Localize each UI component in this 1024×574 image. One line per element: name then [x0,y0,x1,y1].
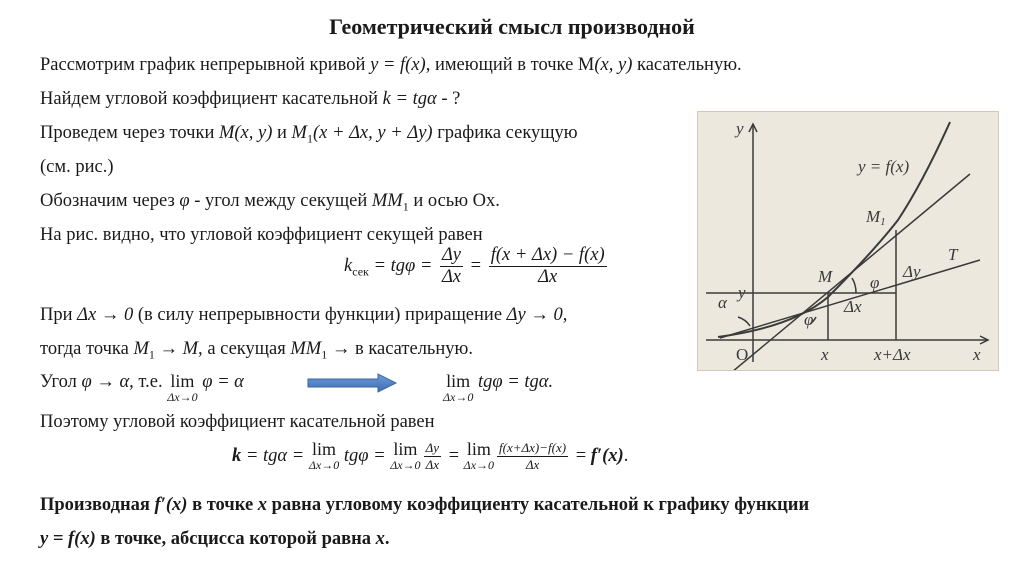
formula: f′(x) [154,495,188,515]
formula: = tgφ = [368,255,437,276]
y-axis-label: y [736,119,744,138]
limit-tangent [443,372,553,403]
alpha-arc [738,317,750,326]
formula: k [344,255,353,276]
limit: lim Δx→0 [308,439,340,472]
text-line-3 [40,123,578,147]
formula: k [232,445,242,466]
text-line-11: Поэтому угловой коэффициент касательной равен [40,412,435,432]
formula: φ = α [197,372,244,392]
formula: tgφ = tgα. [473,372,554,392]
subscript: 1 [148,347,155,362]
text: Проведем через точки [40,123,219,143]
formula: f′(x) [590,445,624,466]
tangent-label: T [948,245,958,264]
text-line-2 [40,89,460,110]
text-line-10 [40,372,244,403]
text-line-14 [40,529,390,550]
text: При [40,305,78,325]
subscript: 1 [402,199,409,214]
formula: M [133,339,149,359]
fraction-increment: $\frac{f(x+\Delta x)-f(x)}{\Delta x}$ [499,440,567,472]
formula: MM [290,339,322,359]
text: равна угловому коэффициенту касательной к графику функции [267,495,810,515]
x-axis-label: x [973,345,981,364]
page-title: Геометрический смысл производной [329,14,695,39]
text: Найдем угловой коэффициент касательной [40,89,383,109]
xdx-tick-label: x+Δx [874,345,911,364]
text: в точке, абсцисса которой равна [95,529,376,549]
formula: MM [371,191,403,211]
curve-label: y = f(x) [858,157,910,176]
formula: (x, y) [594,55,633,75]
formula: φ → α [81,372,130,392]
text: и осью Ох. [408,191,500,211]
text: (в силу непрерывности функции) приращение [133,305,507,325]
point-m1-label: M1 [866,207,886,228]
formula-tangent-slope: k = tgα = lim Δx→0 tgφ = lim Δx→0 $\frac{\Delta y}{\Delta x}$ = lim Δx→0 $\frac{f(x+\Delta x)-f(x)}{\Delta x}$ = f′(x). [232,439,629,472]
fraction-dy-dx: $\frac{\Delta y}{\Delta x}$ [425,440,439,472]
text: - угол между секущей [189,191,372,211]
text-line-1 [40,55,742,76]
text: . [384,529,390,549]
text: в точке [187,495,258,515]
text: - ? [436,89,461,109]
delta-x-label: Δx [844,297,862,316]
formula: k = tgα [382,89,437,109]
text: , имеющий в точке М [425,55,595,75]
phi-label: φ [870,273,880,292]
phi-label: φ [804,310,814,329]
formula: (x + Δx, y + Δy) [312,123,433,143]
formula: Δx → 0 [77,305,134,325]
origin-label: O [736,345,749,364]
text: , т.е. [129,372,168,392]
subscript: 1 [306,131,313,146]
alpha-label: α [718,293,727,312]
fraction-increment: $\frac{f(x + \Delta x) - f(x)}{\Delta x}$ [490,245,605,287]
right-arrow-icon [306,372,398,394]
text: тогда точка [40,339,134,359]
text-line-13 [40,495,809,516]
limit: lim Δx→0 [167,371,198,404]
formula: y = f(x) [370,55,426,75]
formula: = tgα = [241,445,309,466]
formula: φ [179,191,190,211]
text: и [272,123,292,143]
text-line-4: (см. рис.) [40,157,114,177]
formula: tgφ = [339,445,391,466]
text: Угол [40,372,82,392]
subscript: сек [352,264,369,279]
text: Рассмотрим график непрерывной кривой [40,55,371,75]
formula: → M, [154,339,203,359]
formula: M(x, y) [218,123,273,143]
x-tick-label: x [821,345,829,364]
y-tick-label: y [738,283,746,302]
limit: lim Δx→0 [463,439,495,472]
delta-y-label: Δy [903,262,921,281]
limit: lim Δx→0 [390,439,421,472]
derivative-figure [697,111,999,371]
formula: y = f(x) [40,529,96,549]
text: Производная [40,495,155,515]
text: графика секущую [432,123,578,143]
formula: M [291,123,307,143]
formula-secant-slope: $k_{сек} = tg\varphi$ = $\frac{\Delta y}{\Delta x}$ = $\frac{f(x + \Delta x) - f(x)}{\Delta x}$ [344,245,605,287]
formula: x [375,529,385,549]
text-line-6: На рис. видно, что угловой коэффициент секущей равен [40,225,483,245]
subscript: 1 [321,347,328,362]
text-line-5 [40,191,500,215]
fraction-dy-dx: $\frac{\Delta y}{\Delta x}$ [441,245,462,287]
formula: x [257,495,268,515]
text: Обозначим через [40,191,180,211]
text: касательную. [632,55,742,75]
text: , [562,305,568,325]
point-m-label: M [818,267,833,286]
formula: Δy → 0 [506,305,563,325]
text: → в касательную. [327,339,473,359]
limit: lim Δx→0 [443,371,474,404]
text-line-8 [40,305,567,326]
text: а секущая [202,339,291,359]
text-line-9 [40,339,473,363]
phi-arc [852,278,856,293]
